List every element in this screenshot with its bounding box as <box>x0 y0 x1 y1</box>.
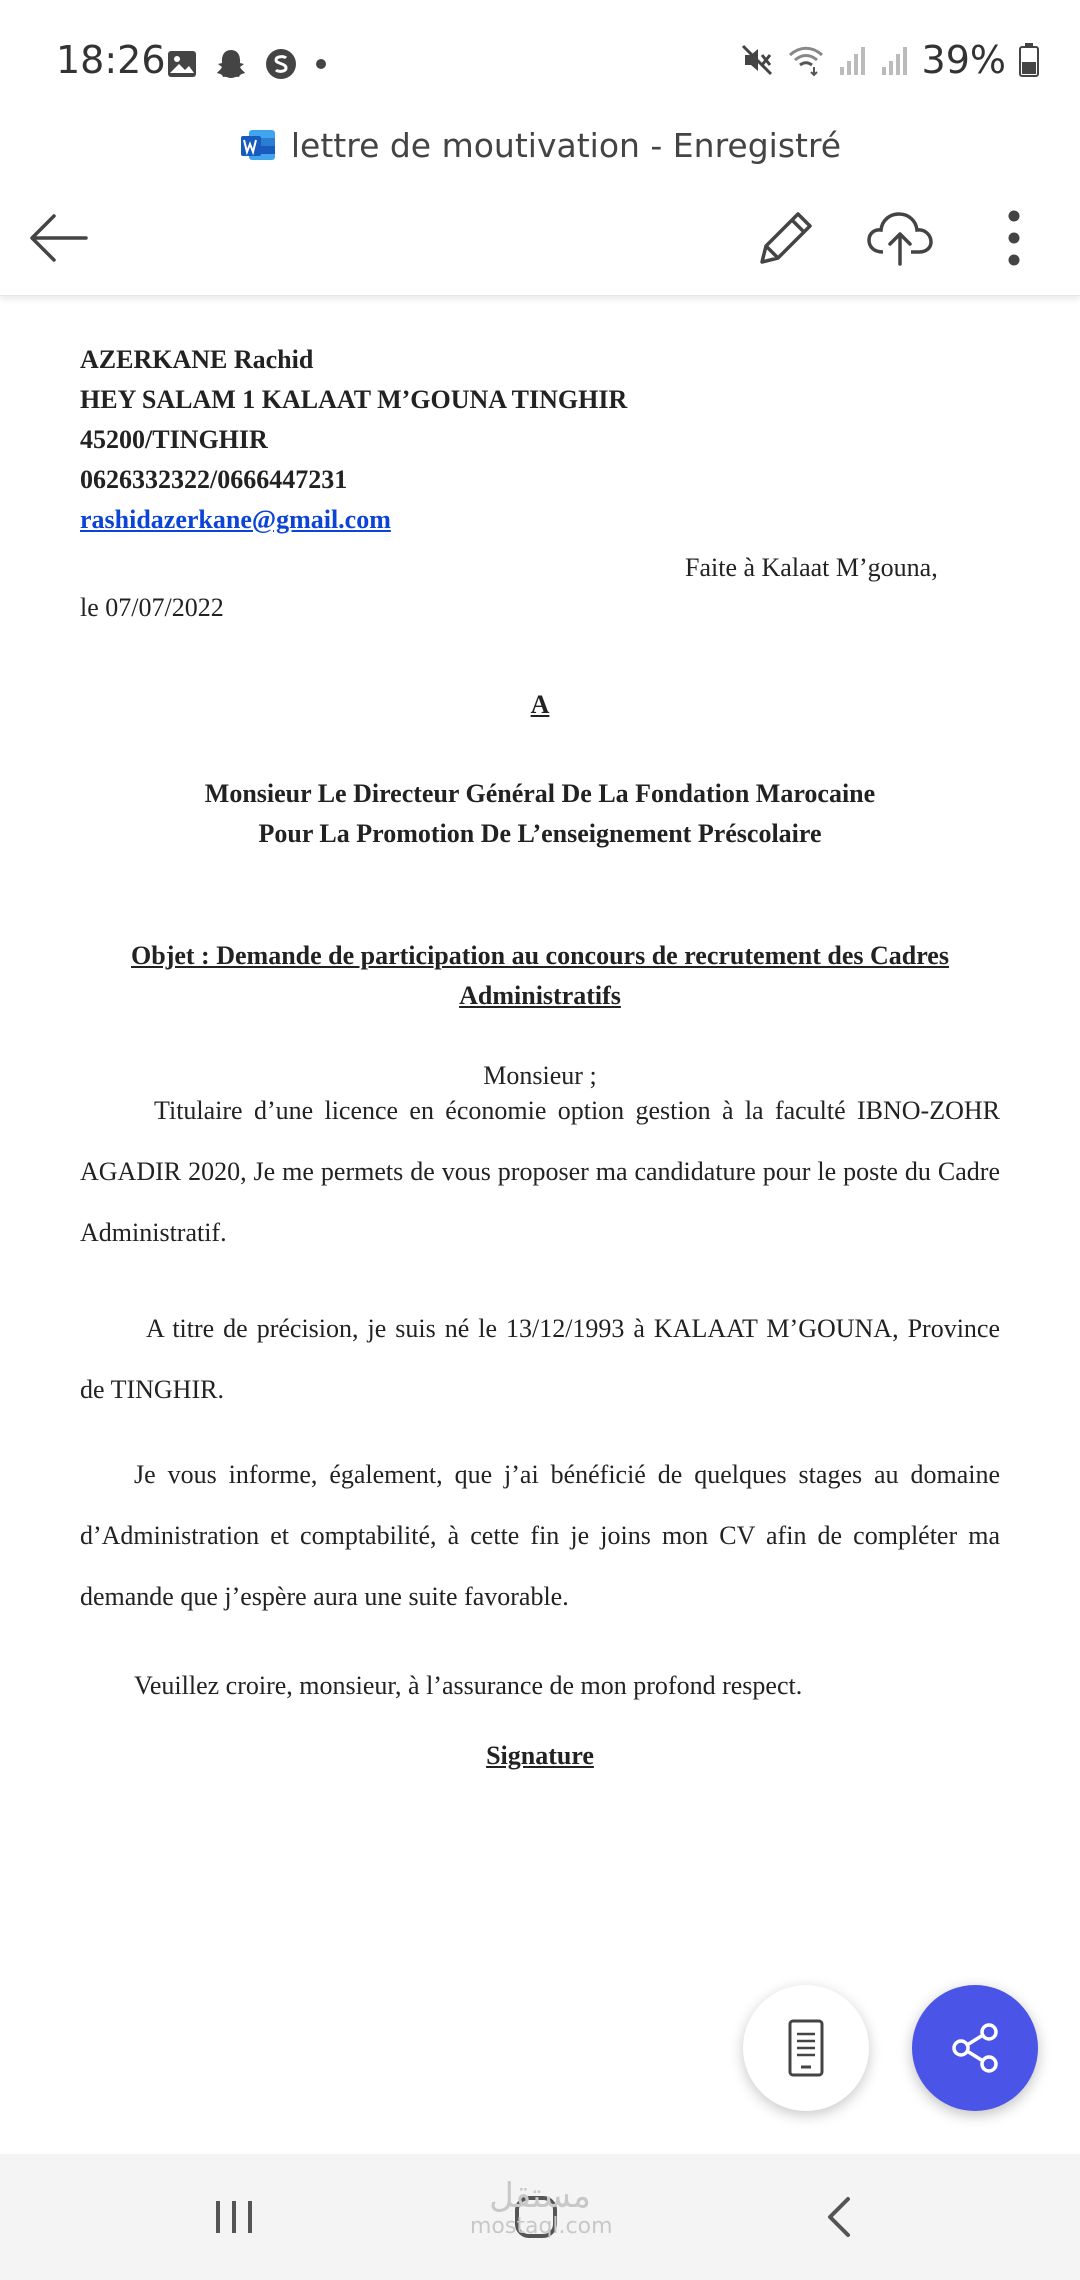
salutation: Monsieur ; <box>483 1061 597 1090</box>
more-options-button[interactable] <box>978 202 1050 274</box>
paragraph-2: A titre de précision, je suis né le 13/12/1993 à KALAAT M’GOUNA, Province de TINGHIR. <box>80 1314 1000 1404</box>
sender-email-link[interactable]: rashidazerkane@gmail.com <box>80 505 391 534</box>
closing-line: Veuillez croire, monsieur, à l’assurance de mon profond respect. <box>134 1671 803 1700</box>
top-toolbar <box>0 180 1080 296</box>
wifi-icon <box>786 43 826 77</box>
share-icon <box>945 2018 1005 2078</box>
sender-phone: 0626332322/0666447231 <box>80 465 348 494</box>
addressee-label: A <box>530 690 550 719</box>
watermark <box>470 2176 613 2239</box>
recipient-line-1: Monsieur Le Directeur Général De La Fondation Marocaine <box>204 779 876 808</box>
word-icon <box>239 126 277 164</box>
recent-apps-icon <box>212 2197 256 2237</box>
battery-percent: 39% <box>921 38 1006 82</box>
watermark-arabic: مستقل <box>489 2176 591 2216</box>
status-bar <box>0 0 1080 125</box>
status-time: 18:26 <box>56 38 166 82</box>
paragraph-3: Je vous informe, également, que j’ai bénéficié de quelques stages au domaine d’Administration et comptabilité, à cette fin je joins mon CV afin de compléter ma demande que j’espère aura une suite favorable. <box>80 1460 1000 1611</box>
document-title: lettre de moutivation - Enregistré <box>290 125 842 165</box>
sender-address: HEY SALAM 1 KALAAT M’GOUNA TINGHIR <box>80 385 628 414</box>
nav-back-icon <box>820 2193 856 2241</box>
pencil-icon <box>752 206 816 270</box>
letter-place: Faite à Kalaat M’gouna, <box>685 553 938 582</box>
snapchat-icon <box>214 47 248 81</box>
signature-label: Signature <box>486 1741 594 1770</box>
dot-icon <box>314 57 328 71</box>
upload-button[interactable] <box>864 202 936 274</box>
recipient-line-2: Pour La Promotion De L’enseignement Préscolaire <box>258 819 822 848</box>
share-button[interactable] <box>912 1985 1038 2111</box>
sender-postal: 45200/TINGHIR <box>80 425 268 454</box>
more-vert-icon <box>1004 208 1024 268</box>
mobile-view-button[interactable] <box>743 1985 869 2111</box>
letter-object: Objet : Demande de participation au concours de recrutement des Cadres Administratifs <box>131 941 949 1010</box>
signal-icon <box>838 43 868 77</box>
sender-block <box>80 340 627 540</box>
mobile-view-icon <box>784 2018 828 2078</box>
mute-icon <box>740 43 774 77</box>
recent-apps-button[interactable] <box>194 2182 274 2252</box>
back-button[interactable] <box>22 202 94 274</box>
letter-date: le 07/07/2022 <box>80 593 224 622</box>
cloud-upload-icon <box>865 208 935 268</box>
recipient-block <box>80 774 1000 854</box>
nav-back-button[interactable] <box>798 2182 878 2252</box>
status-system-icons <box>740 38 1040 82</box>
sender-name: AZERKANE Rachid <box>80 345 314 374</box>
watermark-latin: mostaql.com <box>470 2214 613 2239</box>
s-app-icon <box>264 47 298 81</box>
document-title-bar <box>0 120 1080 170</box>
status-notification-icons <box>166 46 328 82</box>
back-arrow-icon <box>26 210 90 266</box>
signal-icon <box>880 43 910 77</box>
edit-button[interactable] <box>748 202 820 274</box>
paragraph-1: Titulaire d’une licence en économie option gestion à la faculté IBNO-ZOHR AGADIR 2020, Je me permets de vous proposer ma candidature pour le poste du Cadre Administratif. <box>80 1096 1000 1247</box>
gallery-icon <box>166 48 198 80</box>
battery-icon <box>1018 42 1040 78</box>
